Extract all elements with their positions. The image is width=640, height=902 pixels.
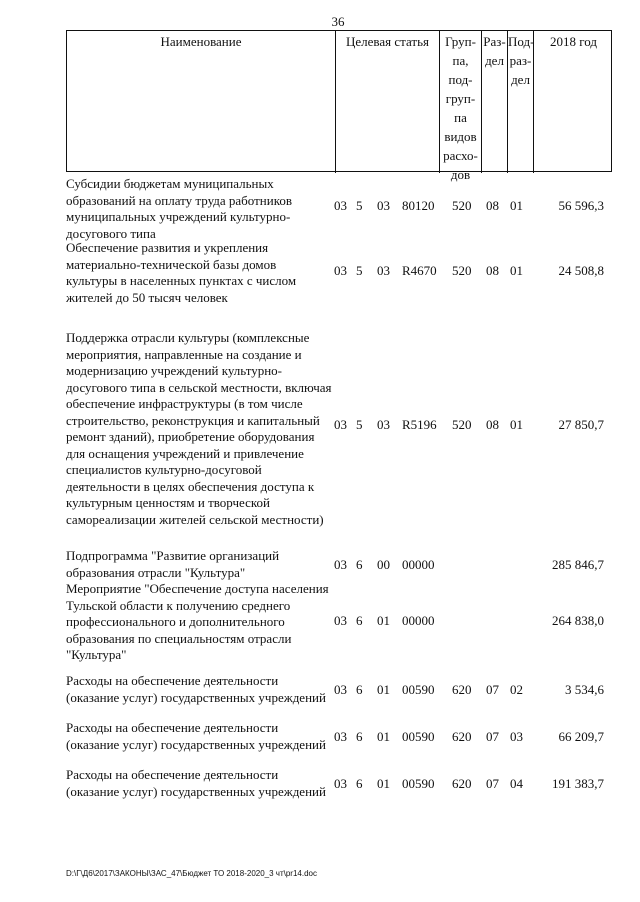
row-name xyxy=(66,240,334,306)
row-name-line: Поддержка отрасли культуры (комплексные xyxy=(66,330,310,345)
row-name-line: Тульской области к получению среднего xyxy=(66,597,291,613)
cell-c3: 03 xyxy=(377,198,390,213)
cell-section: 07 xyxy=(486,729,499,744)
cell-amount: 24 508,8 xyxy=(558,263,604,278)
cell-c3: 01 xyxy=(377,613,390,628)
cell-section: 08 xyxy=(486,263,499,278)
row-name-line: культуры в населенных пунктах с числом xyxy=(66,273,297,288)
row-name-line: образований на оплату труда работников xyxy=(66,192,293,208)
cell-amount: 27 850,7 xyxy=(558,417,604,432)
row-name-line: обеспечение инфраструктуры (в том числе xyxy=(66,396,303,411)
cell-c2: 6 xyxy=(356,729,363,744)
header-line: Груп- xyxy=(445,34,476,49)
row-name-line: (оказание услуг) государственных учреждений xyxy=(66,689,326,705)
cell-c4: 80120 xyxy=(402,198,435,213)
row-name-line: (оказание услуг) государственных учреждений xyxy=(66,736,326,752)
row-name-line: досугового типа xyxy=(66,225,156,241)
row-name-line: Расходы на обеспечение деятельности xyxy=(66,720,279,735)
row-name xyxy=(66,176,334,242)
cell-amount: 66 209,7 xyxy=(558,729,604,744)
row-name xyxy=(66,767,334,800)
cell-group: 520 xyxy=(452,263,472,278)
cell-group: 520 xyxy=(452,198,472,213)
cell-subsection: 01 xyxy=(510,198,523,213)
row-name-line: материально-технической базы домов xyxy=(66,256,277,272)
row-name-line: Расходы на обеспечение деятельности xyxy=(66,673,279,688)
row-name-line: Мероприятие "Обеспечение доступа населения xyxy=(66,581,329,596)
cell-c1: 03 xyxy=(334,417,347,432)
cell-group: 620 xyxy=(452,682,472,697)
row-name-line: Подпрограмма "Развитие организаций xyxy=(66,548,280,563)
cell-subsection: 04 xyxy=(510,776,523,791)
cell-c4: 00590 xyxy=(402,776,435,791)
cell-c2: 5 xyxy=(356,198,363,213)
cell-c2: 6 xyxy=(356,682,363,697)
cell-group: 520 xyxy=(452,417,472,432)
cell-c1: 03 xyxy=(334,198,347,213)
cell-subsection: 03 xyxy=(510,729,523,744)
cell-c4: 00000 xyxy=(402,557,435,572)
row-name-line: Обеспечение развития и укрепления xyxy=(66,240,269,255)
cell-c4: R5196 xyxy=(402,417,437,432)
row-name-line: ремонт зданий), приобретение оборудования xyxy=(66,429,315,444)
row-name-line: (оказание услуг) государственных учреждений xyxy=(66,783,326,799)
header-line: Под- xyxy=(508,34,535,49)
cell-amount: 191 383,7 xyxy=(552,776,604,791)
row-name-line: досугового типа в сельской местности, включая xyxy=(66,379,332,395)
cell-section: 07 xyxy=(486,682,499,697)
header-line: под- xyxy=(448,72,473,87)
cell-c3: 01 xyxy=(377,729,390,744)
row-name-line: модернизацию учреждений культурно- xyxy=(66,363,283,378)
table-header xyxy=(66,30,612,182)
header-subsection xyxy=(507,31,533,173)
header-section xyxy=(481,31,507,173)
row-name-line: профессионального и дополнительного xyxy=(66,614,285,629)
cell-c2: 6 xyxy=(356,776,363,791)
row-name-line: муниципальных учреждений культурно- xyxy=(66,209,291,224)
cell-c3: 00 xyxy=(377,557,390,572)
file-path-footer: D:\Г\Д6\2017\ЗАКОНЫ\ЗАС_47\Бюджет ТО 2018-2020_3 чт\pr14.doc xyxy=(66,869,317,878)
cell-subsection: 01 xyxy=(510,417,523,432)
header-line: раз- xyxy=(509,53,532,68)
cell-c1: 03 xyxy=(334,776,347,791)
cell-c1: 03 xyxy=(334,729,347,744)
row-name xyxy=(66,673,334,706)
header-target: Целевая статья xyxy=(335,31,439,173)
header-name: Наименование xyxy=(160,34,242,49)
cell-c2: 6 xyxy=(356,613,363,628)
cell-subsection: 01 xyxy=(510,263,523,278)
cell-c2: 5 xyxy=(356,417,363,432)
header-line: расхо- xyxy=(443,148,478,163)
row-name-line: самореализации жителей сельской местности) xyxy=(66,511,324,527)
cell-c3: 01 xyxy=(377,776,390,791)
cell-amount: 3 534,6 xyxy=(565,682,604,697)
cell-amount: 285 846,7 xyxy=(552,557,604,572)
header-group xyxy=(439,31,481,182)
cell-amount: 264 838,0 xyxy=(552,613,604,628)
row-name xyxy=(66,548,334,581)
cell-amount: 56 596,3 xyxy=(558,198,604,213)
cell-section: 08 xyxy=(486,417,499,432)
cell-c4: 00590 xyxy=(402,729,435,744)
cell-group: 620 xyxy=(452,776,472,791)
header-line: па, xyxy=(452,53,469,68)
row-name-line: "Культура" xyxy=(66,647,127,662)
cell-c1: 03 xyxy=(334,613,347,628)
cell-c3: 03 xyxy=(377,417,390,432)
row-name-line: образования отрасли "Культура" xyxy=(66,564,246,580)
cell-section: 08 xyxy=(486,198,499,213)
cell-c2: 5 xyxy=(356,263,363,278)
cell-subsection: 02 xyxy=(510,682,523,697)
row-name-line: деятельности в целях обеспечения доступа к xyxy=(66,478,315,494)
row-name-line: культурным ценностям и творческой xyxy=(66,495,270,510)
row-name xyxy=(66,720,334,753)
cell-c4: R4670 xyxy=(402,263,437,278)
header-line: дов xyxy=(450,167,471,182)
header-line: видов xyxy=(444,129,477,144)
header-year: 2018 год xyxy=(533,31,613,173)
cell-group: 620 xyxy=(452,729,472,744)
cell-c1: 03 xyxy=(334,682,347,697)
row-name-line: жителей до 50 тысяч человек xyxy=(66,289,228,305)
row-name-line: для оснащения учреждений и привлечение xyxy=(66,445,304,461)
cell-c4: 00000 xyxy=(402,613,435,628)
cell-c1: 03 xyxy=(334,263,347,278)
header-line: па xyxy=(454,110,467,125)
header-line: Раз- xyxy=(483,34,506,49)
row-name-line: мероприятия, направленные на создание и xyxy=(66,346,302,362)
row-name-line: Расходы на обеспечение деятельности xyxy=(66,767,279,782)
row-name xyxy=(66,330,334,528)
header-line: груп- xyxy=(445,91,476,106)
cell-c1: 03 xyxy=(334,557,347,572)
cell-c3: 01 xyxy=(377,682,390,697)
row-name-line: специалистов культурно-досуговой xyxy=(66,462,262,477)
cell-c4: 00590 xyxy=(402,682,435,697)
page-number: 36 xyxy=(331,14,345,29)
row-name-line: образования по специальностям отрасли xyxy=(66,630,292,646)
header-line: дел xyxy=(511,72,530,87)
header-line: дел xyxy=(485,53,504,68)
row-name-line: Субсидии бюджетам муниципальных xyxy=(66,176,274,191)
cell-c2: 6 xyxy=(356,557,363,572)
cell-c3: 03 xyxy=(377,263,390,278)
row-name-line: строительство, реконструкция и капитальный xyxy=(66,412,320,428)
cell-section: 07 xyxy=(486,776,499,791)
row-name xyxy=(66,581,334,664)
